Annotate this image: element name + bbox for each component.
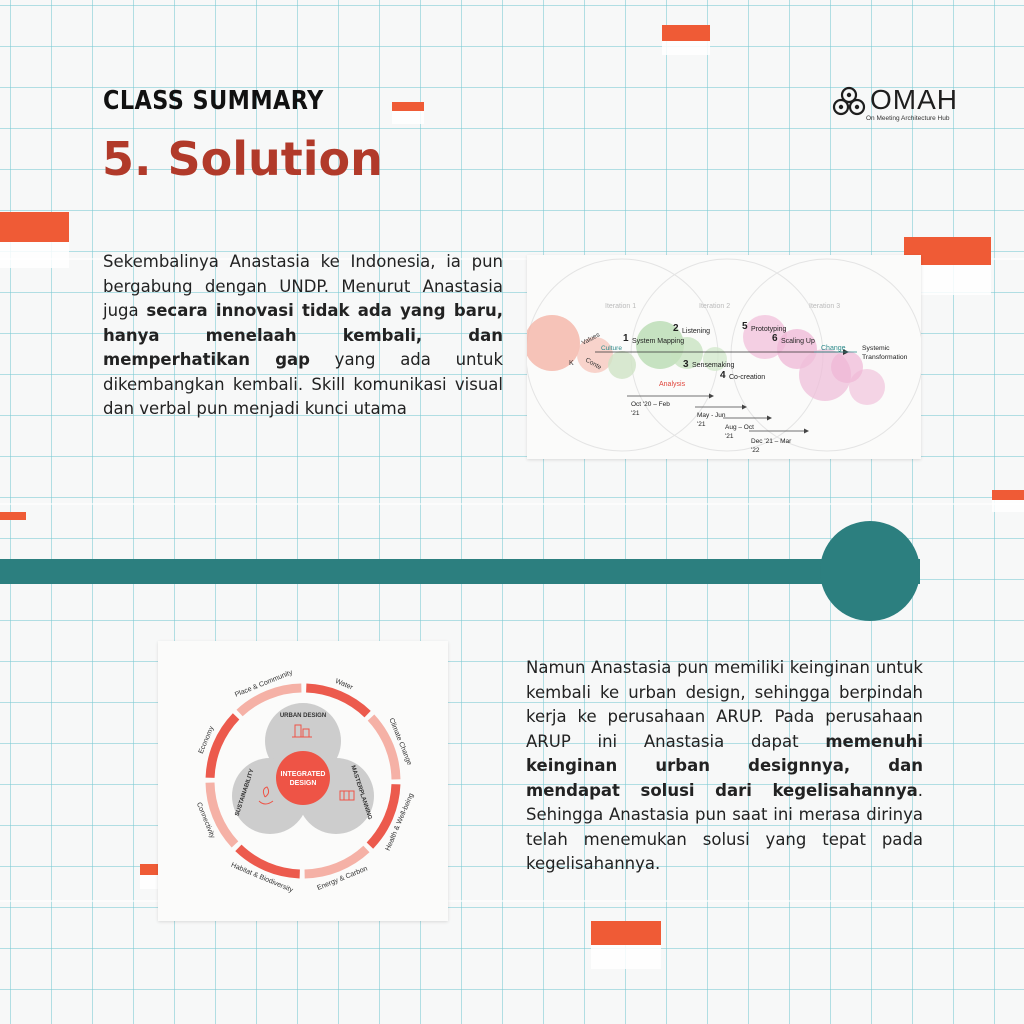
- step-number: 6: [772, 333, 778, 344]
- center-label: DESIGN: [289, 780, 317, 787]
- period-label: '21: [725, 433, 734, 440]
- step-label: Listening: [682, 328, 711, 335]
- period-label: Oct '20 – Feb: [631, 401, 670, 408]
- outcome-label: Transformation: [862, 354, 908, 361]
- paragraph-arup: [526, 656, 923, 877]
- ring-label: Health & Well-being: [384, 792, 416, 852]
- ring-label: Energy & Carbon: [316, 865, 369, 892]
- step-label: Prototyping: [751, 326, 787, 333]
- omah-logo: [832, 84, 972, 126]
- lobe-label: SUSTAINABILITY: [234, 768, 256, 818]
- teal-divider-circle: [820, 521, 920, 621]
- logo-wordmark: OMAH: [870, 84, 958, 115]
- ring-label: Climate Change: [387, 717, 413, 767]
- diagram-label: Conte: [584, 356, 603, 372]
- diagram-label: Culture: [601, 345, 622, 352]
- step-number: 2: [673, 323, 679, 334]
- paragraph-undp: [103, 250, 503, 422]
- iteration-diagram-card: [527, 255, 921, 459]
- paragraph-text: . Sehingga Anastasia pun saat ini merasa dirinya telah menemukan solusi yang tepat pada kegelisahannya.: [526, 780, 923, 873]
- iteration-label: Iteration 3: [809, 303, 841, 310]
- paragraph-text: Sekembalinya Anastasia ke Indonesia, ia pun bergabung dengan UNDP. Menurut Anastasia juga: [103, 252, 503, 320]
- period-label: Dec '21 – Mar: [751, 438, 792, 445]
- iteration-label: Iteration 2: [699, 303, 731, 310]
- change-label: Change: [821, 345, 846, 352]
- ring-label: Place & Community: [233, 669, 294, 699]
- paper-crease: [0, 503, 1024, 505]
- diagram-label: K: [569, 360, 574, 367]
- center-label: INTEGRATED: [280, 771, 326, 778]
- integrated-design-diagram: [158, 641, 448, 921]
- page-title: 5. Solution: [102, 132, 383, 186]
- tape-strip: [992, 490, 1024, 512]
- period-label: '21: [631, 410, 640, 417]
- three-circles-logo-icon: [832, 86, 866, 116]
- integrated-design-card: [158, 641, 448, 921]
- period-label: May - Jun: [697, 412, 726, 419]
- tape-strip: [0, 212, 69, 268]
- diagram-label: Values: [580, 331, 602, 347]
- tape-strip: [0, 512, 26, 520]
- ring-label: Water: [334, 677, 354, 692]
- paragraph-text: yang ada untuk dikembangkan kembali. Skill komunikasi visual dan verbal pun menjadi kunci utama: [103, 350, 503, 418]
- ring-label: Economy: [197, 725, 216, 755]
- paragraph-text: Namun Anastasia pun memiliki keinginan untuk kembali ke urban design, sehingga berpindah kerja ke perusahaan ARUP. Pada perusahaan ARUP ini Anastasia dapat: [526, 658, 923, 751]
- period-label: '21: [697, 421, 706, 428]
- class-summary-kicker: CLASS SUMMARY: [103, 86, 324, 116]
- ring-label: Connectivity: [194, 801, 216, 840]
- tape-strip: [662, 25, 710, 55]
- tape-strip: [591, 921, 661, 969]
- analysis-label: Analysis: [659, 381, 686, 388]
- ring-label: Habitat & Biodiversity: [229, 861, 294, 895]
- tape-strip: [392, 102, 424, 124]
- step-number: 3: [683, 359, 689, 370]
- step-label: System Mapping: [632, 338, 685, 345]
- paragraph-emphasis: memenuhi keinginan urban designnya, dan mendapat solusi dari kegelisahannya: [526, 731, 923, 800]
- iteration-label: Iteration 1: [605, 303, 637, 310]
- step-label: Scaling Up: [781, 338, 815, 345]
- teal-divider-bar: [0, 559, 920, 584]
- step-number: 5: [742, 321, 748, 332]
- step-label: Sensemaking: [692, 362, 735, 369]
- outcome-label: Systemic: [862, 345, 890, 352]
- iteration-diagram: [527, 255, 921, 459]
- lobe-label: MASTERPLANNING: [349, 764, 373, 821]
- ring-segment: [210, 716, 236, 777]
- period-label: Aug – Oct: [725, 424, 754, 431]
- period-label: '22: [751, 447, 760, 454]
- paragraph-emphasis: secara innovasi tidak ada yang baru, hanya menelaah kembali, dan memperhatikan gap: [103, 301, 504, 369]
- step-label: Co-creation: [729, 374, 766, 381]
- logo-tagline: On Meeting Architecture Hub: [866, 115, 950, 122]
- paper-crease: [0, 900, 1024, 902]
- step-number: 1: [623, 333, 629, 344]
- step-number: 4: [720, 370, 726, 381]
- lobe-label: URBAN DESIGN: [279, 713, 327, 719]
